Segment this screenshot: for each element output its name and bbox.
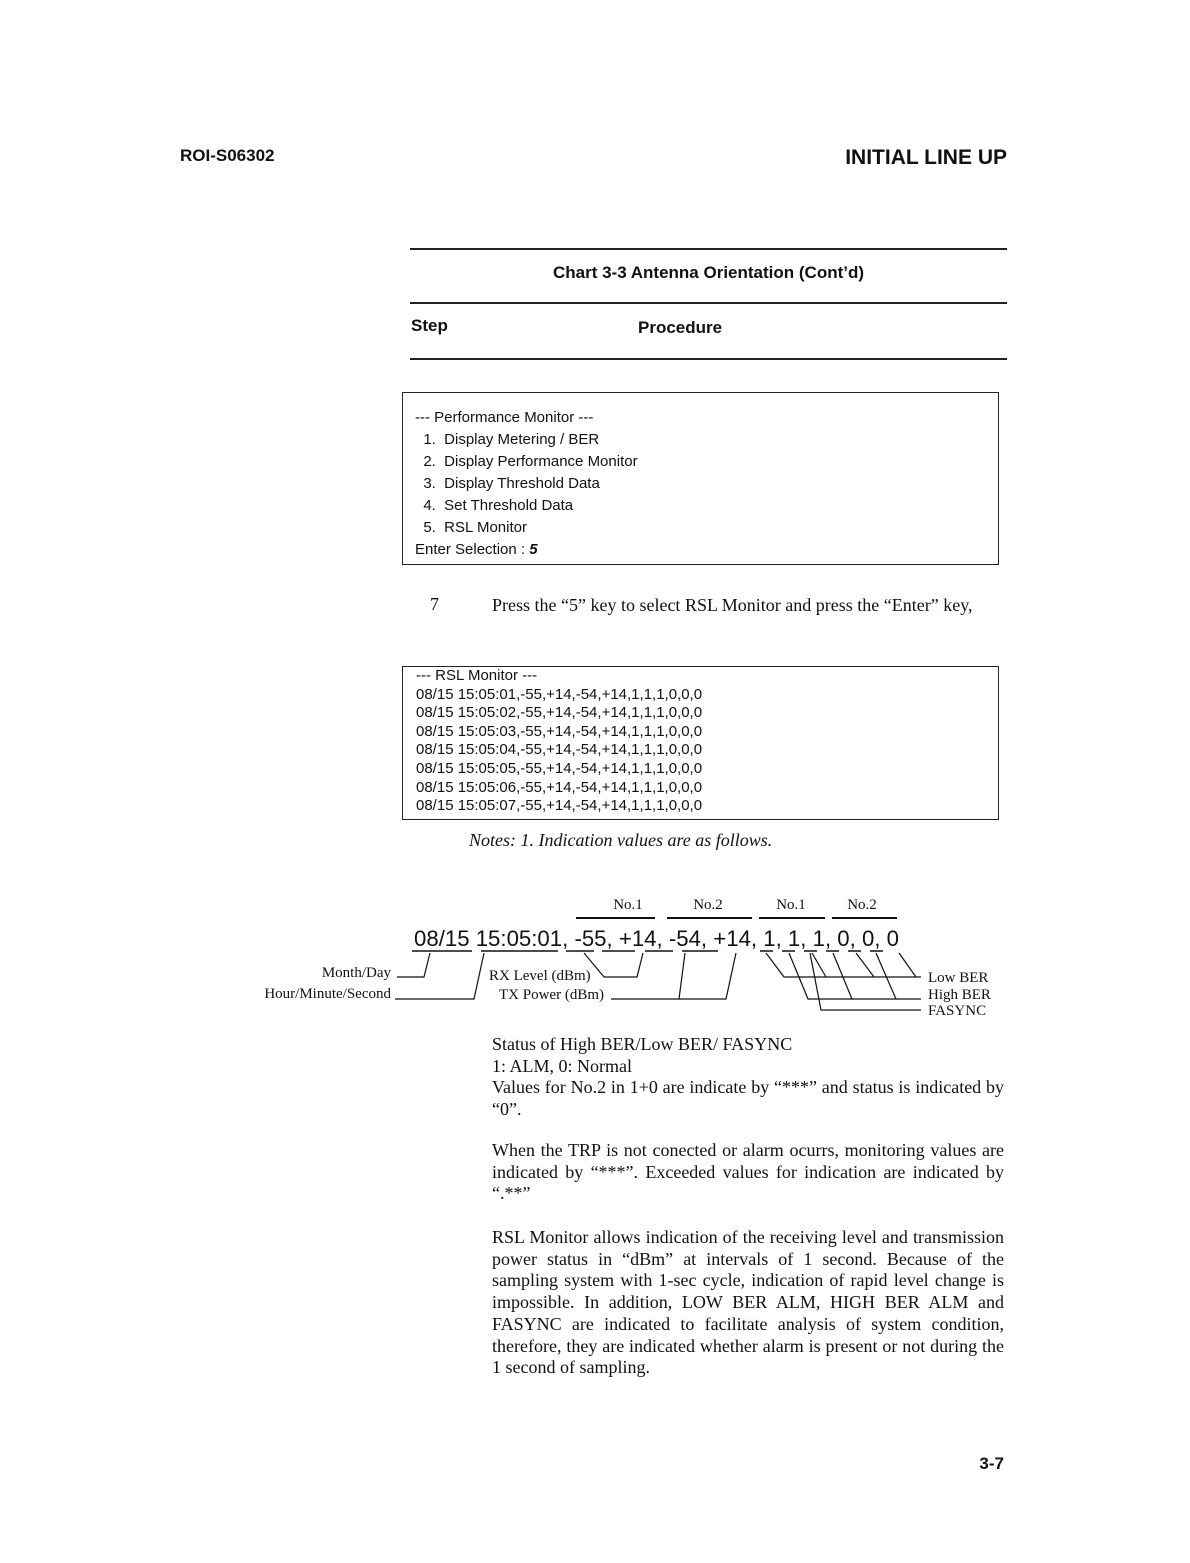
rsl-line: 08/15 15:05:05,-55,+14,-54,+14,1,1,1,0,0,0 bbox=[416, 759, 703, 777]
step-number: 7 bbox=[430, 594, 439, 614]
column-step: Step bbox=[411, 316, 448, 335]
menu-prompt bbox=[415, 539, 998, 561]
title-rule bbox=[410, 302, 1007, 304]
top-rule bbox=[410, 248, 1007, 250]
performance-monitor-menu bbox=[402, 392, 999, 565]
prompt-selection: 5 bbox=[529, 541, 538, 558]
header-rule bbox=[410, 358, 1007, 360]
label-tx-power: TX Power (dBm) bbox=[499, 987, 604, 1003]
indication-diagram bbox=[0, 880, 1190, 1030]
paragraph-trp: When the TRP is not conected or alarm ocurrs, monitoring values are indicated by “***”. Exceeded values for indication are indicated by “.**” bbox=[492, 1140, 1004, 1204]
label-low-ber: Low BER bbox=[928, 970, 989, 986]
paragraph-rsl-monitor: RSL Monitor allows indication of the receiving level and transmission power status in “dBm” at intervals of 1 second. Because of the sampling system with 1-sec cycle, indication of rapid level change is impossible. In addition, LOW BER ALM, HIGH BER ALM and FASYNC are indicated to facilitate analysis of system condition, therefore, they are indicated whether alarm is present or not during the 1 second of sampling. bbox=[492, 1227, 1004, 1378]
rsl-line: 08/15 15:05:02,-55,+14,-54,+14,1,1,1,0,0,0 bbox=[416, 704, 703, 722]
status-values: 1: ALM, 0: Normal bbox=[492, 1055, 632, 1076]
menu-line: 4. Set Threshold Data bbox=[415, 497, 574, 514]
label-hms: Hour/Minute/Second bbox=[264, 986, 391, 1002]
rsl-line: 08/15 15:05:01,-55,+14,-54,+14,1,1,1,0,0,0 bbox=[416, 685, 703, 703]
group-label: No.1 bbox=[776, 897, 806, 913]
label-fasync: FASYNC bbox=[928, 1003, 987, 1019]
menu-line: 3. Display Threshold Data bbox=[415, 475, 600, 492]
group-label: No.2 bbox=[847, 897, 877, 913]
menu-line: 5. RSL Monitor bbox=[415, 519, 527, 536]
label-high-ber: High BER bbox=[928, 987, 991, 1003]
page-number: 3-7 bbox=[979, 1454, 1004, 1473]
step-text: Press the “5” key to select RSL Monitor and press the “Enter” key, bbox=[492, 595, 973, 615]
rsl-line: 08/15 15:05:06,-55,+14,-54,+14,1,1,1,0,0,0 bbox=[416, 778, 703, 796]
status-note: Values for No.2 in 1+0 are indicate by “***” and status is indicated by “0”. bbox=[492, 1077, 1004, 1120]
rsl-line: 08/15 15:05:07,-55,+14,-54,+14,1,1,1,0,0,0 bbox=[416, 797, 703, 815]
group-label: No.1 bbox=[613, 897, 643, 913]
rsl-monitor-output bbox=[402, 666, 999, 820]
menu-line: --- Performance Monitor --- bbox=[415, 409, 594, 426]
status-title: Status of High BER/Low BER/ FASYNC bbox=[492, 1034, 793, 1054]
group-label: No.2 bbox=[693, 897, 723, 913]
chart-title: Chart 3-3 Antenna Orientation (Cont’d) bbox=[552, 263, 865, 282]
section-title: INITIAL LINE UP bbox=[845, 146, 1007, 169]
label-month-day: Month/Day bbox=[321, 965, 391, 981]
prompt-text: Enter Selection : bbox=[415, 541, 530, 558]
rsl-line: 08/15 15:05:04,-55,+14,-54,+14,1,1,1,0,0,0 bbox=[416, 741, 703, 759]
menu-line: 1. Display Metering / BER bbox=[415, 431, 600, 448]
status-paragraph bbox=[492, 1034, 1004, 1121]
notes: Notes: 1. Indication values are as follows. bbox=[469, 830, 773, 850]
label-rx-level: RX Level (dBm) bbox=[489, 968, 591, 984]
menu-line: 2. Display Performance Monitor bbox=[415, 453, 638, 470]
rsl-title: --- RSL Monitor --- bbox=[416, 667, 538, 684]
document-id: ROI-S06302 bbox=[180, 146, 275, 165]
sample-record: 08/15 15:05:01, -55, +14, -54, +14, 1, 1, 1, 0, 0, 0 bbox=[414, 926, 899, 951]
rsl-line: 08/15 15:05:03,-55,+14,-54,+14,1,1,1,0,0,0 bbox=[416, 722, 703, 740]
column-procedure: Procedure bbox=[638, 318, 723, 337]
